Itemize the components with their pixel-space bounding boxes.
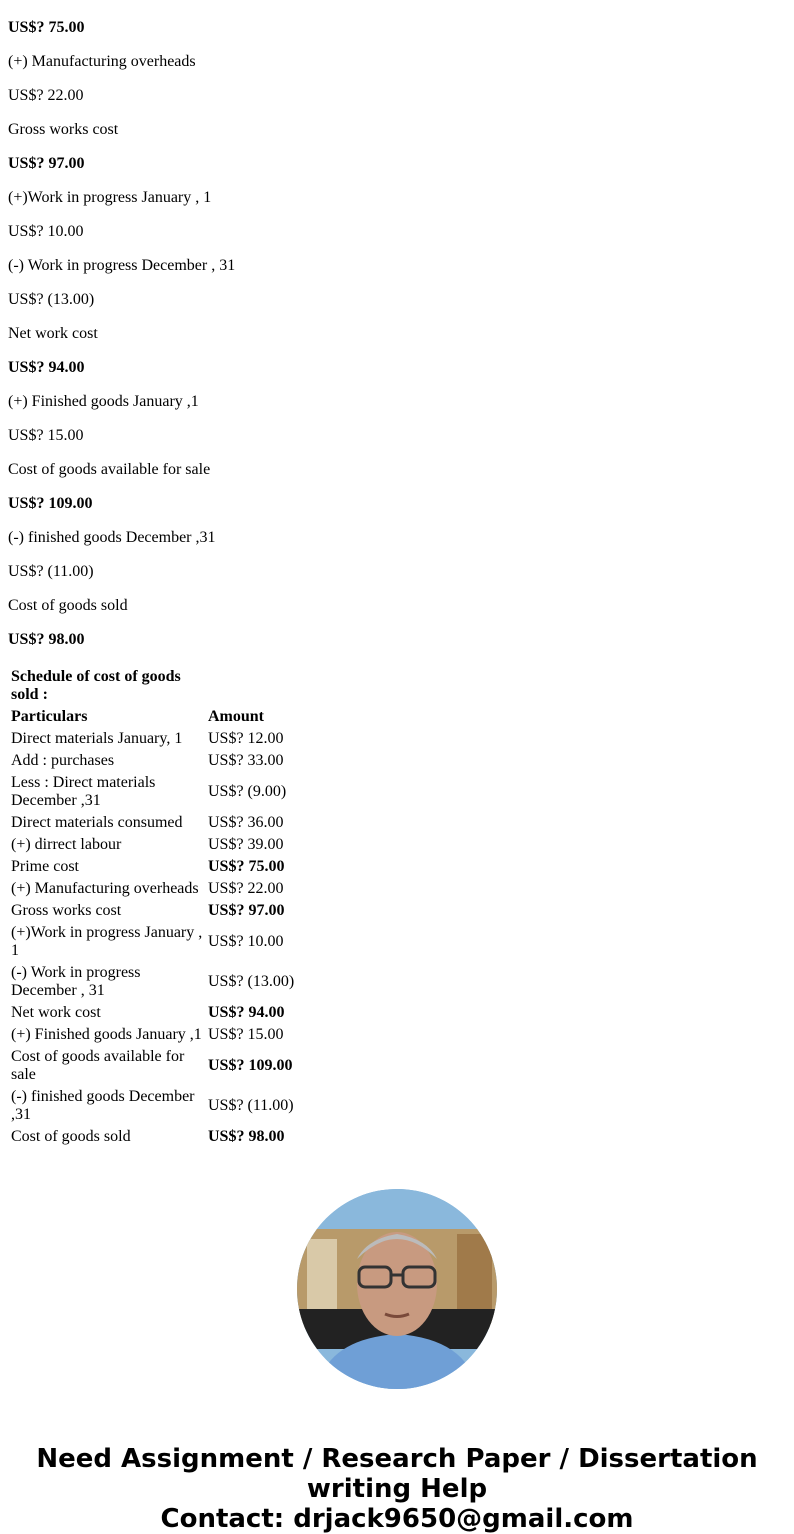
header-amount: Amount	[208, 708, 265, 725]
table-row	[10, 773, 295, 811]
cogs-schedule-table	[8, 665, 297, 1149]
row-label: Add : purchases	[11, 752, 115, 769]
row-amount: US$? 94.00	[208, 1004, 285, 1021]
row-amount: US$? 109.00	[208, 1057, 293, 1074]
table-row	[10, 923, 295, 961]
row-amount: US$? 22.00	[208, 880, 284, 897]
header-particulars: Particulars	[11, 708, 88, 725]
table-row	[10, 1127, 295, 1147]
row-label: Cost of goods available for sale	[11, 1048, 185, 1083]
table-title: Schedule of cost of goods sold :	[11, 668, 181, 703]
paragraph: (-) Work in progress December , 31	[8, 257, 236, 274]
row-label: (+) Finished goods January ,1	[11, 1026, 202, 1043]
paragraph: US$? 15.00	[8, 427, 84, 444]
row-label: (+)Work in progress January , 1	[11, 924, 203, 959]
paragraph: US$? 75.00	[8, 19, 85, 36]
row-amount: US$? 15.00	[208, 1026, 284, 1043]
paragraph: US$? 22.00	[8, 87, 84, 104]
paragraph: (+)Work in progress January , 1	[8, 189, 212, 206]
row-amount: US$? (11.00)	[208, 1097, 294, 1114]
table-header-row	[10, 707, 295, 727]
paragraph: (-) finished goods December ,31	[8, 529, 216, 546]
row-amount: US$? 97.00	[208, 902, 285, 919]
paragraph: Gross works cost	[8, 121, 119, 138]
row-label: Direct materials January, 1	[11, 730, 183, 747]
table-row	[10, 963, 295, 1001]
row-amount: US$? 98.00	[208, 1128, 285, 1145]
row-amount: US$? 75.00	[208, 858, 285, 875]
row-label: Prime cost	[11, 858, 79, 875]
paragraph: US$? 10.00	[8, 223, 84, 240]
table-row	[10, 729, 295, 749]
table-title-row	[10, 667, 295, 705]
row-label: Net work cost	[11, 1004, 101, 1021]
table-row	[10, 901, 295, 921]
paragraph: US$? 98.00	[8, 631, 85, 648]
table-row	[10, 1047, 295, 1085]
row-label: (-) Work in progress December , 31	[11, 964, 141, 999]
row-amount: US$? 33.00	[208, 752, 284, 769]
table-row	[10, 813, 295, 833]
row-label: (-) finished goods December ,31	[11, 1088, 195, 1123]
row-amount: US$? 39.00	[208, 836, 284, 853]
paragraph: US$? 109.00	[8, 495, 93, 512]
paragraph: US$? 94.00	[8, 359, 85, 376]
paragraph: Cost of goods sold	[8, 597, 128, 614]
row-label: Less : Direct materials December ,31	[11, 774, 156, 809]
banner-line-1: Need Assignment / Research Paper / Dissertation writing Help	[36, 1444, 758, 1504]
table-row	[10, 1003, 295, 1023]
row-label: (+) dirrect labour	[11, 836, 122, 853]
table-row	[10, 1087, 295, 1125]
row-label: Gross works cost	[11, 902, 122, 919]
table-row	[10, 835, 295, 855]
banner-contact: Contact: drjack9650@gmail.com	[160, 1504, 634, 1534]
paragraph: Net work cost	[8, 325, 98, 342]
author-photo	[297, 1189, 497, 1389]
table-row	[10, 857, 295, 877]
row-amount: US$? 36.00	[208, 814, 284, 831]
text-paragraphs	[8, 19, 786, 649]
paragraph: Cost of goods available for sale	[8, 461, 211, 478]
paragraph: US$? (11.00)	[8, 563, 94, 580]
row-label: Cost of goods sold	[11, 1128, 131, 1145]
table-row	[10, 1025, 295, 1045]
row-amount: US$? 10.00	[208, 933, 284, 950]
contact-banner	[8, 1444, 786, 1534]
paragraph: (+) Manufacturing overheads	[8, 53, 196, 70]
row-label: Direct materials consumed	[11, 814, 183, 831]
table-row	[10, 879, 295, 899]
table-row	[10, 751, 295, 771]
paragraph: (+) Finished goods January ,1	[8, 393, 199, 410]
paragraph: US$? (13.00)	[8, 291, 95, 308]
paragraph: US$? 97.00	[8, 155, 85, 172]
row-label: (+) Manufacturing overheads	[11, 880, 199, 897]
row-amount: US$? (9.00)	[208, 783, 287, 800]
row-amount: US$? (13.00)	[208, 973, 295, 990]
row-amount: US$? 12.00	[208, 730, 284, 747]
